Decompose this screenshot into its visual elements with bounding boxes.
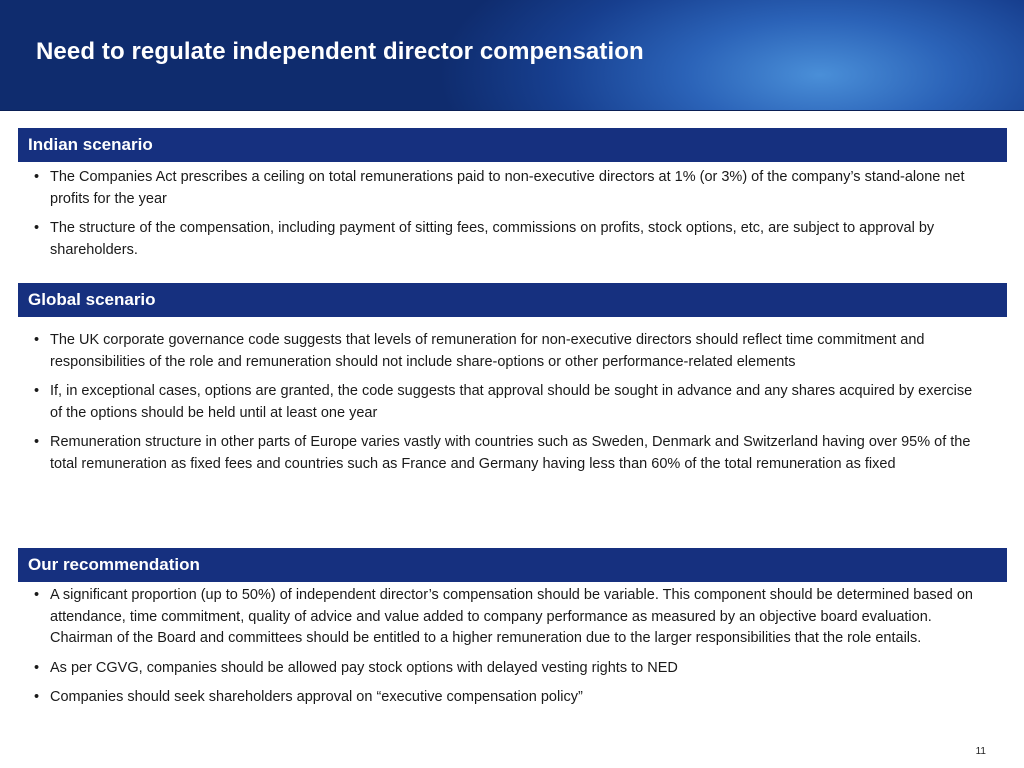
page-number: 11 xyxy=(975,746,986,757)
bullet-text: As per CGVG, companies should be allowed pay stock options with delayed vesting rights to NED xyxy=(50,659,678,676)
bullet-icon: • xyxy=(34,689,40,705)
bullet-icon: • xyxy=(34,587,40,603)
list-item xyxy=(32,432,987,475)
list-item xyxy=(32,658,987,680)
bullet-icon: • xyxy=(34,169,40,185)
bullet-text: Companies should seek shareholders approval on “executive compensation policy” xyxy=(50,689,583,705)
list-item xyxy=(32,585,987,650)
list-item xyxy=(32,330,987,373)
bullet-list-indian-scenario xyxy=(32,167,987,269)
list-item xyxy=(32,218,987,261)
bullet-text: Remuneration structure in other parts of Europe varies vastly with countries such as Sweden, Denmark and Switzerland having over 95% of the total remuneration as fixed fees and countries such as France and Germany having less than 60% of the total remuneration as fixed xyxy=(50,434,971,472)
section-heading-our-recommendation: Our recommendation xyxy=(18,548,1007,582)
bullet-list-global-scenario xyxy=(32,330,987,483)
bullet-icon: • xyxy=(34,434,40,450)
bullet-text: If, in exceptional cases, options are granted, the code suggests that approval should be sought in advance and any shares acquired by exercise of the options should be held until at least one year xyxy=(50,383,973,421)
section-heading-indian-scenario: Indian scenario xyxy=(18,128,1007,162)
slide-header xyxy=(0,0,1024,111)
bullet-text: A significant proportion (up to 50%) of independent director’s compensation should be variable. This component should be determined based on attendance, time commitment, quality of advice and value added to company performance as measured by an objective board evaluation. Chairman of the Board and committees should be entitled to a higher remuneration due to the larger responsibilities that the role entails. xyxy=(50,587,973,646)
list-item xyxy=(32,687,987,709)
list-item xyxy=(32,381,987,424)
list-item xyxy=(32,167,987,210)
bullet-text: The UK corporate governance code suggests that levels of remuneration for non-executive directors should reflect time commitment and responsibilities of the role and remuneration should not include share-options or other performance-related elements xyxy=(50,332,925,370)
bullet-list-our-recommendation xyxy=(32,585,987,717)
bullet-icon: • xyxy=(34,659,40,676)
section-heading-global-scenario: Global scenario xyxy=(18,283,1007,317)
bullet-text: The structure of the compensation, including payment of sitting fees, commissions on profits, stock options, etc, are subject to approval by shareholders. xyxy=(50,220,935,258)
bullet-text: The Companies Act prescribes a ceiling on total remunerations paid to non-executive directors at 1% (or 3%) of the company’s stand-alone net profits for the year xyxy=(50,169,965,207)
slide-title: Need to regulate independent director compensation xyxy=(36,38,644,65)
bullet-icon: • xyxy=(34,383,40,399)
bullet-icon: • xyxy=(34,220,40,236)
bullet-icon: • xyxy=(34,332,40,348)
